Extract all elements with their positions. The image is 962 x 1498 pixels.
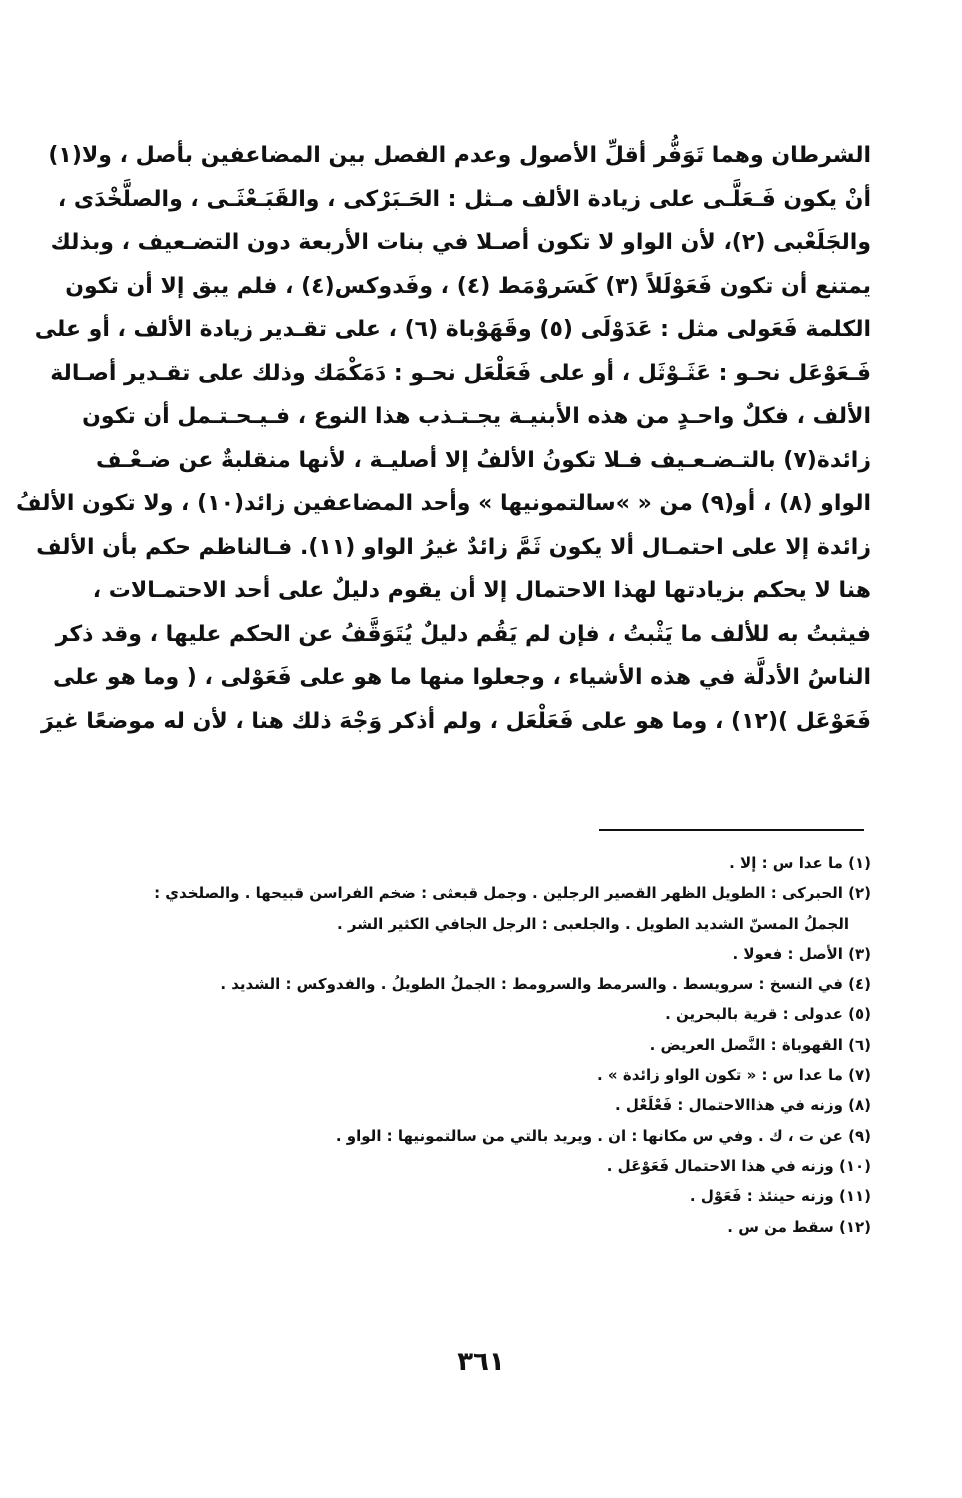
text-line: الكلمة فَعَولى مثل : عَدَوْلَى (٥) وقَهَوْباة (٦) ، على تقـدير زيادة الألف ، أو على xyxy=(34,317,871,342)
text-line: أنْ يكون فَـعَلَّـى على زيادة الألف مـثل : الحَـبَرْكى ، والقَبَـعْثَـى ، والصلَّخْدَى ، xyxy=(57,186,871,212)
text-line: فَـعَوْعَل نحـو : عَثَـوْثَل ، أو على فَعَلْعَل نحـو : دَمَكْمَك وذلك على تقـدير أصـالة xyxy=(50,360,871,386)
text-line: زائدة(٧) بالتـضـعـيف فـلا تكونُ الألفُ إلا أصليـة ، لأنها منقلبةٌ عن ضـعْـف xyxy=(95,447,871,473)
text-line: هنا لا يحكم بزيادتها لهذا الاحتمال إلا أن يقوم دليلٌ على أحد الاحتمـالات ، xyxy=(92,578,871,603)
text-line: الواو (٨) ، أو(٩) من « »سالتمونيها » وأحد المضاعفين زائد(١٠) ، ولا تكون الألفُ xyxy=(16,491,871,516)
main-text xyxy=(16,134,871,743)
page-number: ٣٦١ xyxy=(457,1347,505,1377)
text-line: الناسُ الأدلَّة في هذه الأشياء ، وجعلوا منها ما هو على فَعَوْلى ، ( وما هو على xyxy=(52,665,871,690)
footnote-8: (٨) وزنه في هذاالاحتمال : فَعْلَعْل . xyxy=(614,1096,871,1115)
footnote-11: (١١) وزنه حينئذ : فَعَوْل . xyxy=(689,1187,871,1206)
footnote-10: (١٠) وزنه في هذا الاحتمال فَعَوْعَل . xyxy=(606,1156,871,1175)
footnote-6: (٦) القهوباة : النَّصل العريض . xyxy=(649,1035,871,1054)
text-line: الألف ، فكلٌ واحـدٍ من هذه الأبنيـة يجـتـذب هذا النوع ، فـيـحـتـمل أن تكون xyxy=(82,404,871,429)
footnote-separator xyxy=(599,829,864,831)
footnote-2: (٢) الحبركى : الطويل الظهر القصير الرجلين . وجمل قبعثى : ضخم الفراسن قبيحها . والصلخدي : xyxy=(154,884,871,903)
text-line: فيثبتُ به للألف ما يَثْبتُ ، فإن لم يَقُم دليلٌ يُتَوَقَّفُ عن الحكم عليها ، وقد ذكر xyxy=(55,621,871,647)
footnote-9: (٩) عن ت ، ك . وفي س مكانها : ان . ويريد بالتي من سالتمونيها : الواو . xyxy=(335,1126,871,1145)
footnote-1: (١) ما عدا س : إلا . xyxy=(729,854,871,872)
text-line: زائدة إلا على احتمـال ألا يكون ثَمَّ زائدٌ غيرُ الواو (١١). فـالناظم حكم بأن الألف xyxy=(36,534,871,560)
footnote-3: (٣) الأصل : فعولا . xyxy=(732,944,871,963)
text-line: الشرطان وهما تَوَفُّر أقلِّ الأصول وعدم الفصل بين المضاعفين بأصل ، ولا(١) xyxy=(48,143,871,168)
footnote-5: (٥) عدولى : قرية بالبحرين . xyxy=(665,1005,871,1024)
footnote-4: (٤) في النسخ : سرويسط . والسرمط والسرومط : الجملُ الطويلُ . والفدوكس : الشديد . xyxy=(220,975,871,994)
footnote-12: (١٢) سقط من س . xyxy=(727,1217,871,1236)
footnote-2-continued: الجملُ المسنّ الشديد الطويل . والجلعبى : الرجل الجافي الكثير الشر . xyxy=(336,914,849,933)
text-line: فَعَوْعَل )(١٢) ، وما هو على فَعَلْعَل ، ولم أذكر وَجْهَ ذلك هنا ، لأن له موضعًا غيرَ xyxy=(40,708,871,734)
footnotes xyxy=(126,848,871,1242)
text-line: والجَلَعْبى (٢)، لأن الواو لا تكون أصـلا في بنات الأربعة دون التضـعيف ، وبذلك xyxy=(50,230,871,255)
text-line: يمتنع أن تكون فَعَوْلَلاً (٣) كَسَروْمَط (٤) ، وفَدوكس(٤) ، فلم يبق إلا أن تكون xyxy=(65,273,871,299)
footnote-7: (٧) ما عدا س : « تكون الواو زائدة » . xyxy=(597,1066,871,1085)
